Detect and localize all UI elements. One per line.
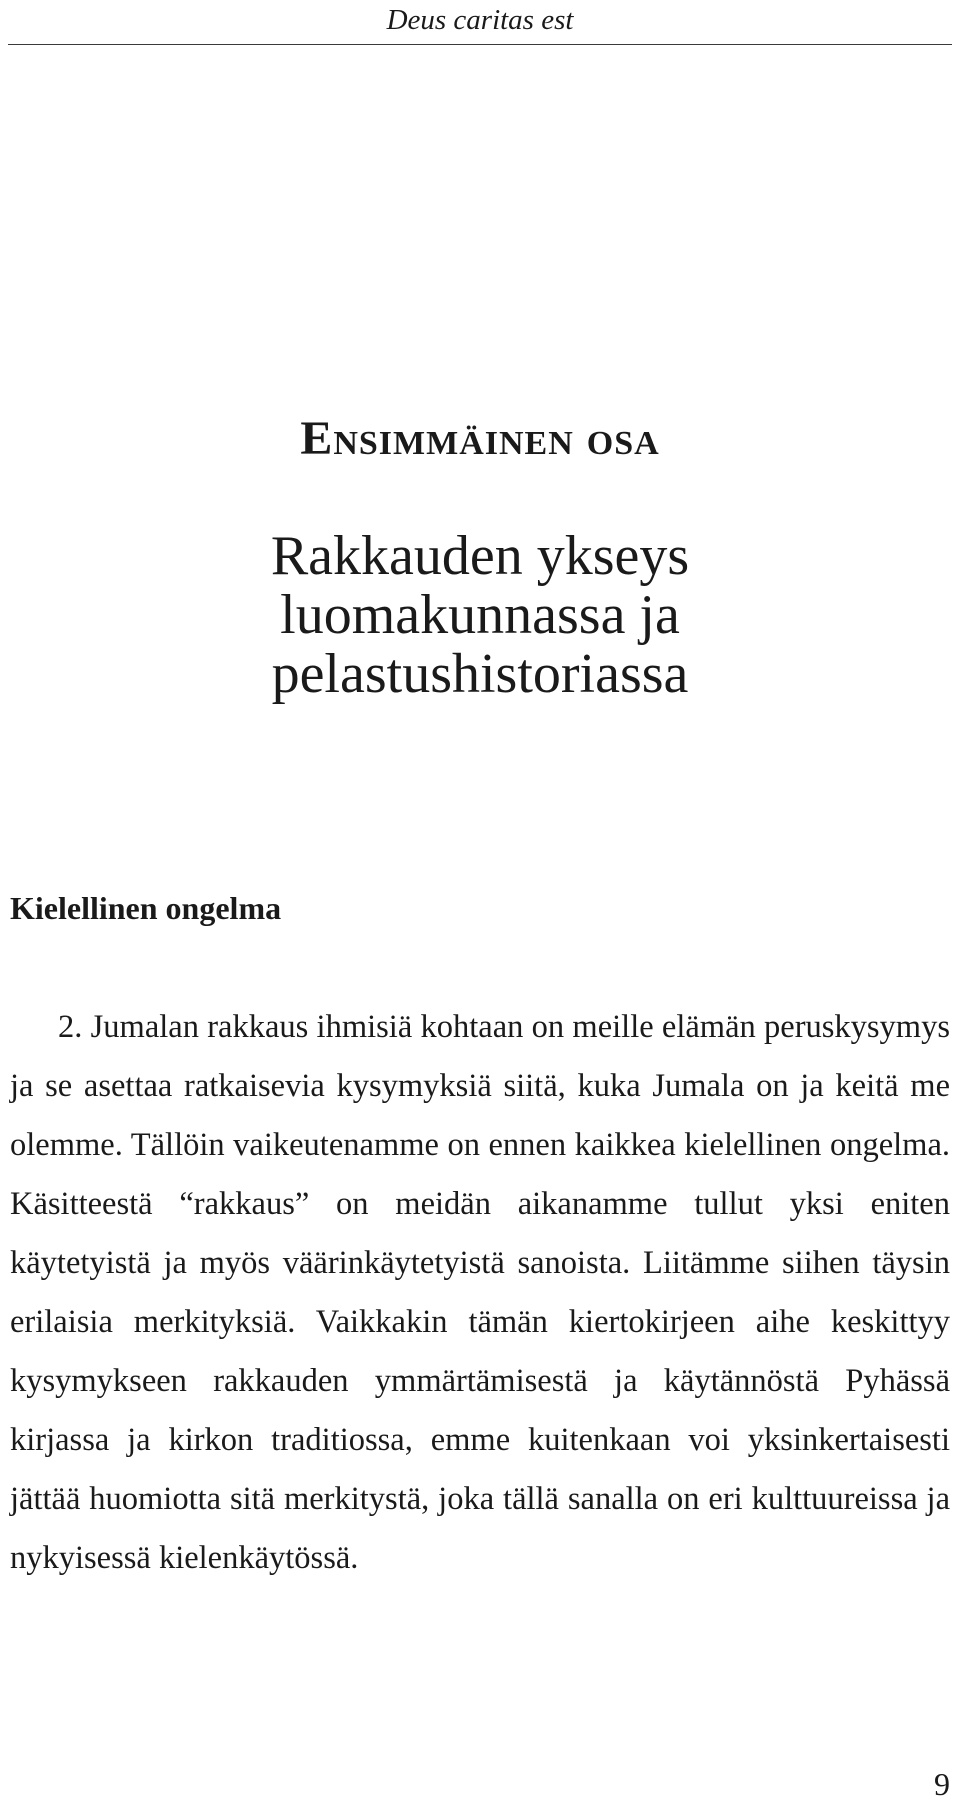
section-heading: Kielellinen ongelma [10, 890, 282, 926]
page-number: 9 [934, 1766, 950, 1802]
running-header-title: Deus caritas est [386, 4, 574, 36]
running-header [8, 0, 952, 45]
part-heading: Ensimmäinen osa [300, 412, 660, 465]
part-title: Rakkauden ykseys luomakunnassa ja pelastushistoriassa [270, 525, 690, 705]
body-paragraph: 2. Jumalan rakkaus ihmisiä kohtaan on meille elämän peruskysymys ja se asettaa ratkaisevia kysymyksiä siitä, kuka Jumala on ja keitä me olemme. Tällöin vaikeutenamme on ennen kaikkea kielellinen ongelma. Käsitteestä “rakkaus” on meidän aikanamme tullut yksi eniten käytetyistä ja myös väärinkäytetyistä sanoista. Liitämme siihen täysin erilaisia merkityksiä. Vaikkakin tämän kiertokirjeen aihe keskittyy kysymykseen rakkauden ymmärtämisestä ja käytännöstä Pyhässä kirjassa ja kirkon traditiossa, emme kuitenkaan voi yksinkertaisesti jättää huomiotta sitä merkitystä, joka tällä sanalla on eri kulttuureissa ja nykyisessä kielenkäytössä. [10, 1009, 950, 1576]
